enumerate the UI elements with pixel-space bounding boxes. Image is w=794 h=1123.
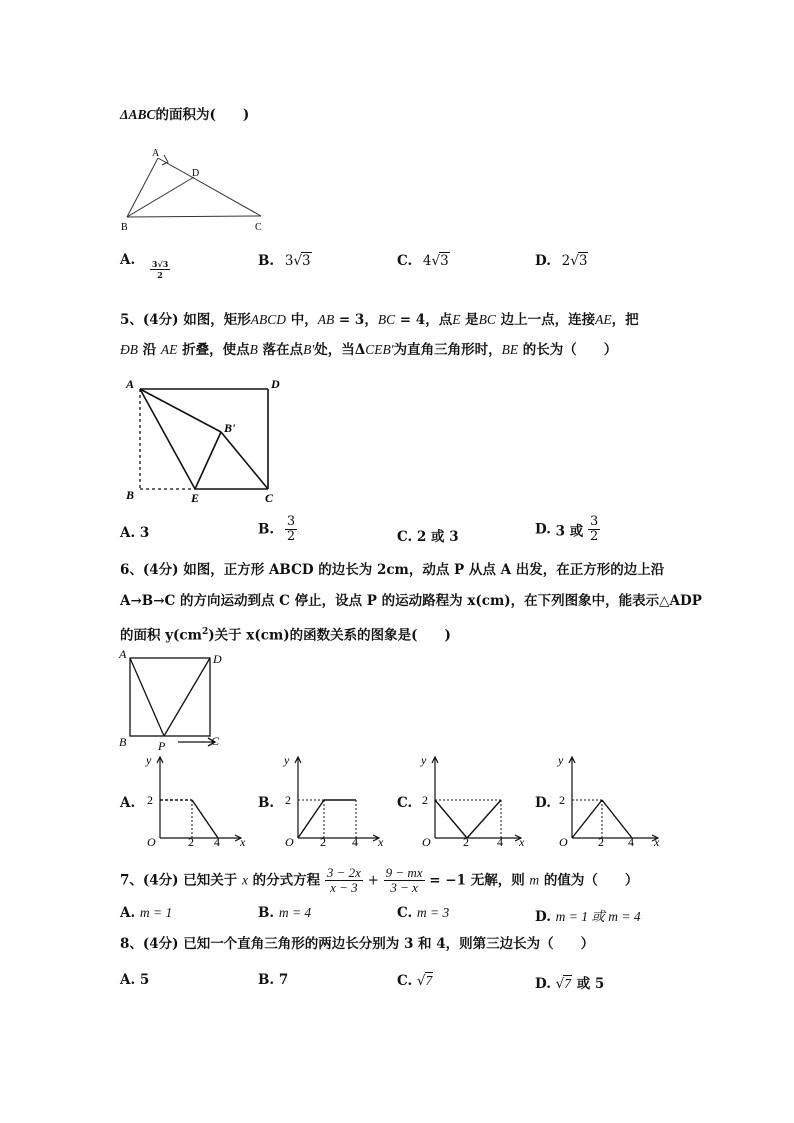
q4-segment-ac — [158, 158, 261, 216]
q4-segment-bc — [127, 216, 261, 217]
svg-text:2: 2 — [320, 835, 326, 848]
svg-text:O: O — [147, 835, 156, 848]
q4-triangle-label: ΔABC — [120, 107, 156, 122]
q5-label-c: C — [265, 491, 274, 505]
svg-text:x: x — [519, 835, 525, 848]
q6-option-b[interactable]: B. — [258, 795, 275, 811]
q7-fraction-1: $\frac{3 - 2x}{x - 3}$ — [326, 865, 361, 895]
q6-stem-line1: 6、(4分) 如图，正方形 ABCD 的边长为 2cm，动点 P 从点 A 出发，在正方形的边上沿 — [120, 562, 665, 578]
q4-label-d: D — [192, 168, 200, 179]
svg-text:2: 2 — [559, 793, 565, 807]
q8-stem: 8、(4分) 已知一个直角三角形的两边长分别为 3 和 4，则第三边长为（ ） — [120, 936, 595, 952]
q6-graph-d — [552, 748, 667, 848]
q5-option-a[interactable]: A. 3 — [120, 525, 150, 541]
svg-text:O: O — [422, 835, 431, 848]
q6-label-c: C — [211, 734, 220, 748]
svg-text:y: y — [284, 753, 290, 767]
svg-text:x: x — [240, 835, 246, 848]
q6-option-c[interactable]: C. — [397, 795, 413, 811]
q6-stem-line2: A→B→C 的方向运动到点 C 停止，设点 P 的运动路程为 x(cm)，在下列图象中，能表示△ADP — [120, 593, 702, 609]
svg-text:2: 2 — [147, 793, 153, 807]
q5-label-b: B — [126, 488, 135, 502]
q6-label-a: A — [119, 647, 127, 661]
q5-segment-eb-prime — [195, 432, 221, 489]
q5-label-e: E — [191, 491, 200, 505]
q5-stem-line2: ÐB 沿 AE 折叠，使点B 落在点B'处，当ΔCEB'为直角三角形时，BE 的长为（ ） — [120, 342, 618, 358]
svg-text:O: O — [285, 835, 294, 848]
svg-text:4: 4 — [214, 835, 220, 848]
svg-text:2: 2 — [188, 835, 194, 848]
q6-segment-ap — [130, 658, 164, 736]
q6-square-figure — [116, 646, 241, 754]
q4-option-b[interactable]: B. 3√3 — [258, 253, 311, 269]
q6-label-b: B — [119, 735, 127, 749]
svg-text:x: x — [654, 835, 660, 848]
q6-square-abcd — [130, 658, 210, 736]
q5-label-a: A — [126, 377, 135, 391]
svg-text:2: 2 — [285, 793, 291, 807]
q5-label-b-prime: B' — [224, 421, 236, 435]
q8-option-d[interactable]: D. √7 或 5 — [535, 976, 605, 992]
q4-label-c: C — [255, 222, 262, 233]
q5-segment-b-prime-c — [221, 432, 268, 489]
q7-option-b[interactable]: B. m = 4 — [258, 905, 312, 921]
q7-option-d[interactable]: D. m = 1 或 m = 4 — [535, 909, 641, 925]
q5-option-b[interactable]: B. $\frac{3}{2}$ — [258, 514, 296, 544]
svg-text:2: 2 — [598, 835, 604, 848]
q6-graph-b — [278, 748, 388, 848]
svg-text:4: 4 — [352, 835, 358, 848]
q6-graph-c — [415, 748, 530, 848]
q4-triangle-figure — [118, 142, 278, 237]
q6-graph-a — [140, 748, 250, 848]
q6-stem-line3: 的面积 $y(cm^2)$关于 x(cm)的函数关系的图象是( ) — [120, 627, 451, 644]
q4-label-a: A — [152, 148, 160, 159]
q6-label-d: D — [213, 652, 222, 666]
q4-option-d[interactable]: D. 2√3 — [535, 253, 588, 269]
svg-text:4: 4 — [497, 835, 503, 848]
q5-rectangle-figure — [118, 372, 293, 512]
q4-option-c[interactable]: C. 4√3 — [397, 253, 449, 269]
q5-label-d: D — [271, 377, 280, 391]
svg-text:y: y — [558, 753, 564, 767]
q8-option-c[interactable]: C. √7 — [397, 973, 433, 989]
svg-text:y: y — [421, 753, 427, 767]
q4-option-a[interactable]: A. $\frac{3√3}{2}$ — [120, 252, 169, 280]
q4-label-b: B — [121, 222, 128, 233]
svg-text:y: y — [146, 753, 152, 767]
svg-text:2: 2 — [422, 793, 428, 807]
q5-option-d[interactable]: D. 3 或 $\frac{3}{2}$ — [535, 514, 599, 544]
q5-option-c[interactable]: C. 2 或 3 — [397, 529, 459, 545]
svg-text:2: 2 — [463, 835, 469, 848]
q6-option-a[interactable]: A. — [120, 795, 136, 811]
q5-stem-line1: 5、(4分) 如图，矩形ABCD 中，AB = 3，BC = 4，点E 是BC 边上一点，连接AE，把 — [120, 312, 639, 328]
svg-text:O: O — [559, 835, 568, 848]
q8-option-b[interactable]: B. 7 — [258, 972, 289, 988]
svg-text:4: 4 — [628, 835, 634, 848]
q6-option-d[interactable]: D. — [535, 795, 551, 811]
q7-option-c[interactable]: C. m = 3 — [397, 905, 450, 921]
q6-label-p: P — [158, 739, 166, 753]
svg-text:x: x — [378, 835, 384, 848]
q6-segment-dp — [164, 658, 210, 736]
q7-option-a[interactable]: A. m = 1 — [120, 905, 173, 921]
q4-stem-tail: ΔABC的面积为( ) — [120, 107, 250, 123]
q7-fraction-2: $\frac{9 - mx}{3 - x}$ — [385, 865, 423, 895]
q8-option-a[interactable]: A. 5 — [120, 972, 150, 988]
q7-stem: 7、(4分) 已知关于 x 的分式方程 $\frac{3 - 2x}{x - 3}$ + $\frac{9 - mx}{3 - x}$ = −1 无解，则 m 的值为（ ） — [120, 865, 639, 895]
